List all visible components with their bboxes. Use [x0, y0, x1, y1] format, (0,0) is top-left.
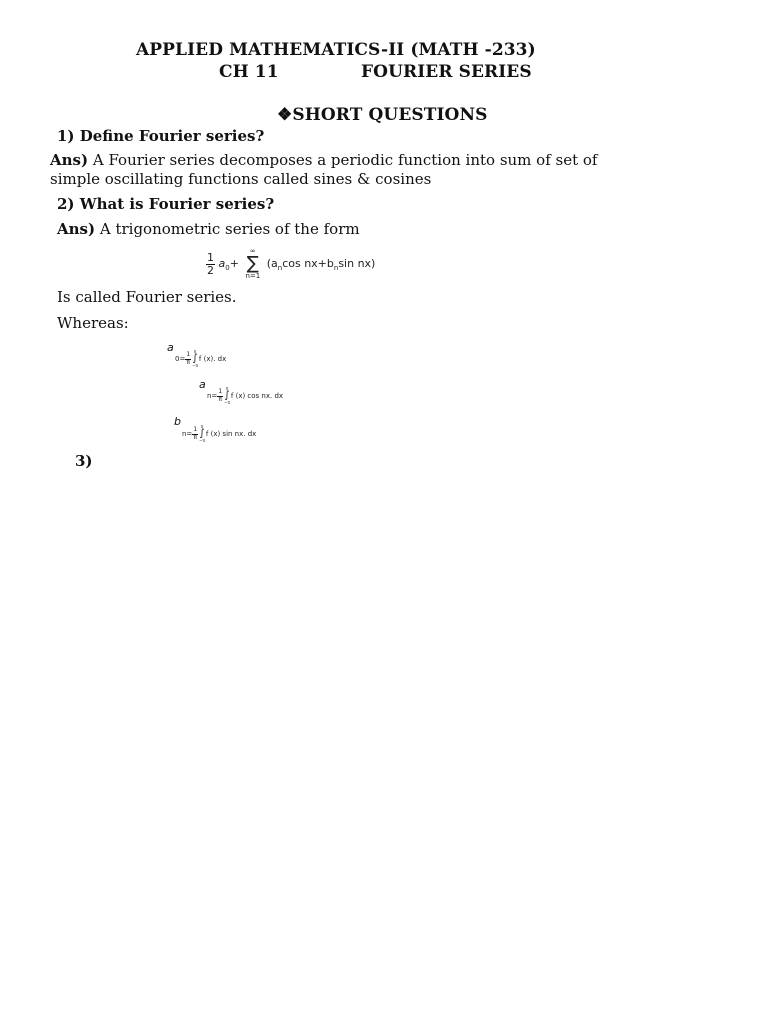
chapter-number: CH 11 [219, 62, 279, 82]
fourier-series-formula: $\frac{1}{2}$ $a_0+$ ∞ ∑ n=1 ($a_n\cos$ $nx+b_n\sin$ nx) [207, 247, 376, 280]
question-2: 2) What is Fourier series? [57, 195, 275, 213]
answer-1-line-2: simple oscillating functions called sines & cosines [50, 170, 432, 188]
integral-symbol: π ∫ −π [192, 349, 198, 368]
section-title: SHORT QUESTIONS [292, 105, 488, 125]
answer-2-line [57, 220, 360, 238]
called-fourier-text: Is called Fourier series. [57, 288, 237, 306]
whereas-text: Whereas: [57, 314, 129, 332]
summation-symbol: ∞ ∑ n=1 [245, 247, 261, 280]
coef-bn-letter: b [174, 415, 181, 428]
coef-an-formula: n= $\frac{1}{\pi}$ π ∫ −π f (x) cos nx. dx [207, 386, 284, 405]
course-title: APPLIED MATHEMATICS-II (MATH -233) [136, 40, 536, 60]
integral-symbol: π ∫ −π [224, 386, 230, 405]
answer-label: Ans) [50, 151, 89, 169]
integral-symbol: π ∫ −π [199, 424, 205, 443]
diamond-bullet-icon: ❖ [277, 105, 293, 125]
answer-1-text: A Fourier series decomposes a periodic function into sum of set of [88, 151, 598, 169]
coef-bn-formula: n= $\frac{1}{\pi}$ π ∫ −π f (x) sin nx. dx [182, 424, 257, 443]
section-heading [277, 105, 487, 125]
answer-1-line-1 [50, 151, 597, 169]
answer-label: Ans) [57, 220, 96, 238]
question-1: 1) Define Fourier series? [57, 127, 265, 145]
coef-a0-letter: a [167, 341, 174, 354]
question-3: 3) [75, 452, 93, 470]
coef-a0-formula: 0= $\frac{1}{\pi}$ π ∫ −π f (x). dx [175, 349, 227, 368]
chapter-topic: FOURIER SERIES [361, 62, 532, 82]
answer-2-text: A trigonometric series of the form [95, 220, 360, 238]
half-fraction: $\frac{1}{2}$ [207, 250, 214, 277]
coef-an-letter: a [199, 378, 206, 391]
